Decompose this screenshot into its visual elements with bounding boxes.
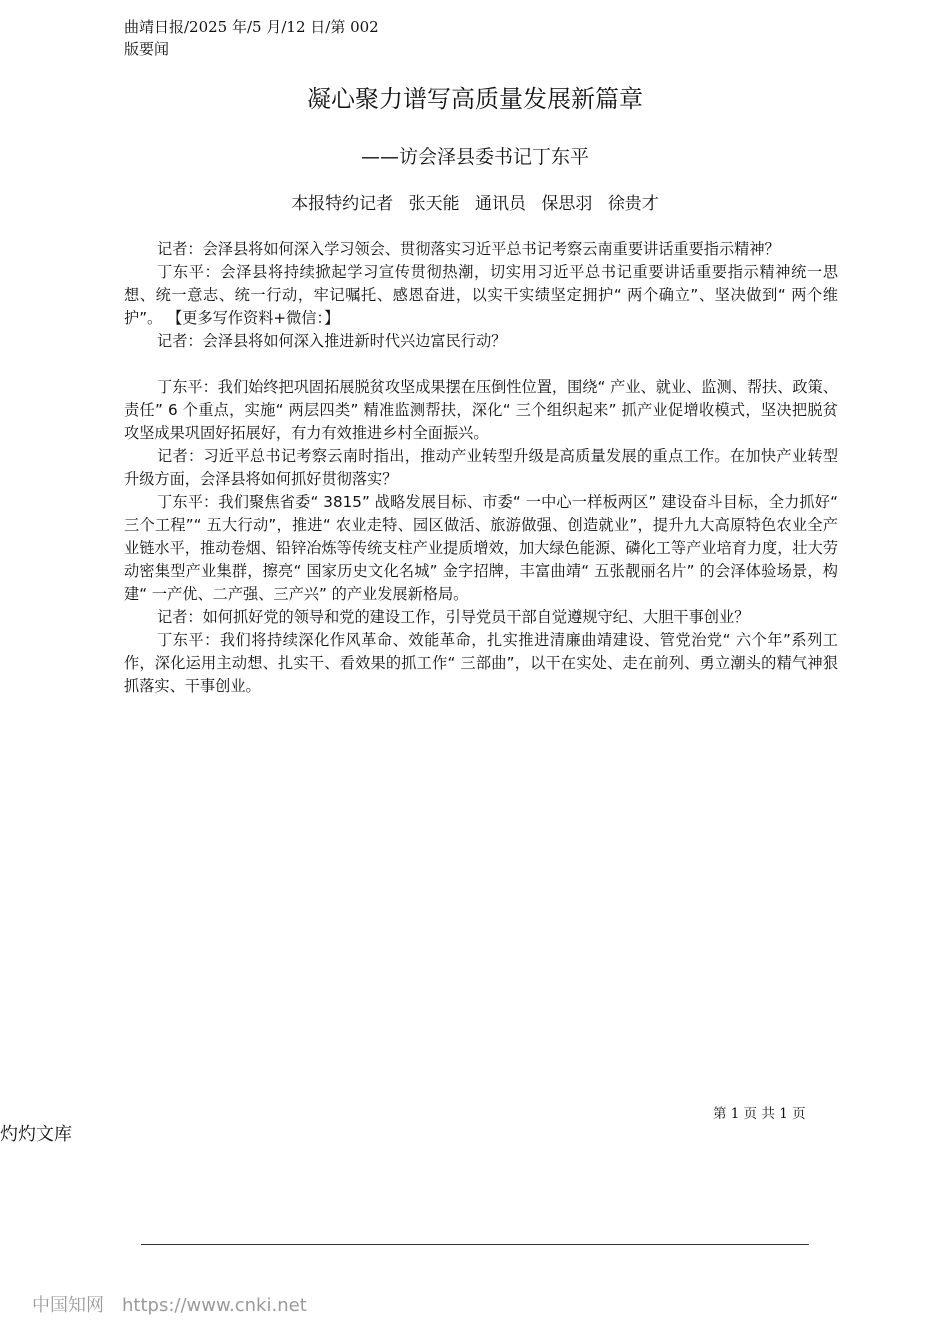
watermark-url: https://www.cnki.net [122,1295,307,1316]
page-subtitle: ——访会泽县委书记丁东平 [360,146,589,168]
footer-divider [141,1244,809,1245]
byline-reporter-name: 张天能 [408,194,460,214]
paragraph-question: 记者：如何抓好党的领导和党的建设工作，引导党员干部自觉遵规守纪、大胆干事创业？ [157,608,750,626]
watermark-name: 中国知网 [32,1295,104,1316]
paragraph-answer: 丁东平：我们聚焦省委“ 3815” 战略发展目标、市委“ 一中心一样板两区” 建设奋斗目标，全力抓好“ 三个工程”“ 五大行动”，推进“ 农业走特、园区做活、旅游做强、创造就业”，提升九大高原特色农业全产业链水平，推动卷烟、铅锌冶炼等传统支柱产业提质增效，加大绿色能源、磷化工等产业培育力度，壮大劳动密集型产业集群，擦亮“ 国家历史文化名城” 金字招牌，丰富曲靖“ 五张靓丽名片” 的会泽体验场景，构建“ 一产优、二产强、三产兴” 的产业发展新格局。 [124,493,838,603]
source-line-1: 曲靖日报/2025 年/5 月/12 日/第 002 [124,18,379,36]
byline-correspondent-name-1: 保思羽 [541,194,593,214]
paragraph-question: 记者：会泽县将如何深入学习领会、贯彻落实习近平总书记考察云南重要讲话重要指示精神？ [157,240,780,258]
paragraph-question: 记者：会泽县将如何深入推进新时代兴边富民行动？ [157,332,507,350]
paragraph-answer: 丁东平：我们始终把巩固拓展脱贫攻坚成果摆在压倒性位置，围绕“ 产业、就业、监测、帮扶、政策、责任” 6 个重点，实施“ 两层四类” 精准监测帮扶，深化“ 三个组织起来” 抓产业促增收模式，坚决把脱贫攻坚成果巩固好拓展好，有力有效推进乡村全面振兴。 [124,378,838,442]
paragraph-answer: 丁东平：会泽县将持续掀起学习宣传贯彻热潮，切实用习近平总书记重要讲话重要指示精神统一思想、统一意志、统一行动，牢记嘱托、感恩奋进，以实干实绩坚定拥护“ 两个确立”、坚决做到“ 两个维护”。 【更多写作资料+微信：】 [124,263,838,327]
page-title: 凝心聚力谱写高质量发展新篇章 [307,85,643,113]
byline [0,190,950,218]
source-info [124,16,379,60]
doc-library-label: 灼灼文库 [0,1124,72,1145]
article-body [124,238,838,698]
byline-correspondent-name-2: 徐贵才 [607,194,659,214]
source-line-2: 版要闻 [124,40,170,58]
byline-correspondent-label: 通讯员 [475,194,526,214]
paragraph-question: 记者：习近平总书记考察云南时指出，推动产业转型升级是高质量发展的重点工作。在加快产业转型升级方面，会泽县将如何抓好贯彻落实？ [124,447,838,488]
page-number: 第 1 页 共 1 页 [713,1106,806,1122]
byline-reporter-label: 本报特约记者 [291,194,394,214]
paragraph-answer: 丁东平：我们将持续深化作风革命、效能革命，扎实推进清廉曲靖建设、管党治党“ 六个年”系列工作，深化运用主动想、扎实干、看效果的抓工作“ 三部曲”，以干在实处、走在前列、勇立潮头的精气神狠抓落实、干事创业。 [124,631,838,695]
watermark [32,1293,307,1319]
